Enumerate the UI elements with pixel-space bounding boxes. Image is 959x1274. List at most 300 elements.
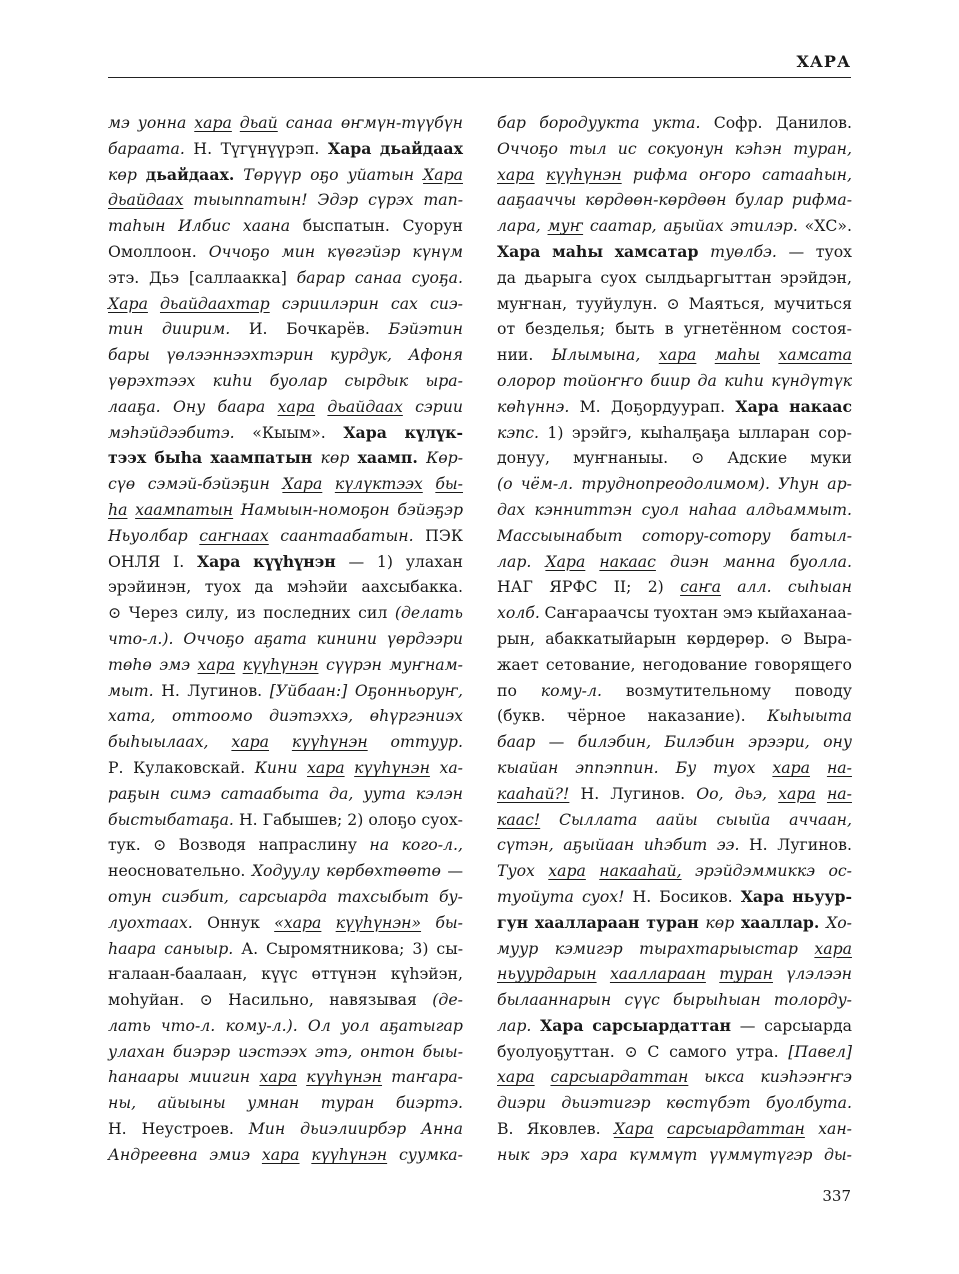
word: бараата. <box>108 138 185 158</box>
word: олоҕо <box>368 809 417 829</box>
word: үүммүтүгэр <box>708 1144 813 1164</box>
word: мыт. <box>108 680 154 700</box>
word: Афоня <box>408 345 463 365</box>
word: нии. <box>497 345 534 365</box>
word: баар <box>497 732 536 752</box>
word: улахан <box>108 1041 165 1061</box>
word: тыыппатын! <box>193 190 308 210</box>
word: этэ, <box>314 1041 353 1061</box>
word: буолуоҕуттан. <box>497 1041 615 1061</box>
word: наказание). <box>647 706 746 726</box>
word: бар <box>497 113 526 132</box>
word: Данилов. <box>775 113 852 132</box>
left-column-line <box>108 807 463 833</box>
word: ҥалаан-баалаан, <box>108 964 248 984</box>
word: рифма <box>632 164 688 184</box>
word: Н. <box>193 138 213 158</box>
word: ⊙ <box>153 835 167 855</box>
running-head: ХАРА <box>796 52 851 71</box>
left-column-line <box>108 858 463 884</box>
word: алл. <box>737 577 772 597</box>
word: — <box>348 551 365 571</box>
word: Мин <box>248 1119 286 1139</box>
right-column-line <box>497 626 852 652</box>
word: туох <box>713 757 756 777</box>
word: булар <box>735 190 784 210</box>
word: эрэ <box>541 1144 569 1164</box>
word: Ньуолбар <box>108 525 188 545</box>
word: былааннарын <box>497 990 612 1010</box>
word: дьайдаахтар <box>159 293 270 313</box>
word: ньуурдарын <box>497 964 597 984</box>
word: состоя- <box>791 319 852 339</box>
word: раҕын <box>108 783 161 803</box>
left-column-line <box>108 265 463 291</box>
word: рын, <box>497 628 535 648</box>
word: өҥмүн-түүбүн <box>340 113 463 132</box>
word: иэстээх <box>238 1041 308 1061</box>
word: Кулаковскай. <box>133 757 246 777</box>
word: Сыллата <box>558 809 638 829</box>
word: симэ <box>170 783 211 803</box>
word: онтон <box>360 1041 415 1061</box>
word: ⊙ <box>108 603 122 623</box>
word: хамсата <box>778 345 852 365</box>
word: һаара <box>108 938 157 958</box>
right-column-line <box>497 420 852 446</box>
left-column-line <box>108 342 463 368</box>
word: күүс <box>261 964 298 984</box>
word: Хара <box>497 241 541 261</box>
right-column-line <box>497 936 852 962</box>
word: көр <box>108 164 137 184</box>
word: туойута <box>497 886 574 906</box>
word: аҕатыгар <box>379 1015 463 1035</box>
word: труднопреодолимом). <box>581 474 770 494</box>
page-number: 337 <box>822 1187 851 1205</box>
word: тууйулун. <box>576 293 658 313</box>
word: сотору-сотору <box>641 525 771 545</box>
word: лар. <box>497 1015 532 1035</box>
word: хара <box>814 938 852 958</box>
word: хаампатын <box>135 499 234 519</box>
word: отун <box>108 886 152 906</box>
word: Төрүүр <box>243 164 302 184</box>
left-column-line <box>108 239 463 265</box>
word: негодование <box>642 654 748 674</box>
word: сэрии <box>415 396 463 416</box>
word: сор- <box>818 422 852 442</box>
word: Н. <box>749 835 768 855</box>
word: сүө <box>108 474 136 494</box>
right-column-line <box>497 1039 852 1065</box>
left-column-line <box>108 832 463 858</box>
word: мэһэйдээбитэ. <box>108 422 235 442</box>
word: күүһүнэн <box>354 757 430 777</box>
word: кэнниттэн <box>534 499 633 519</box>
left-column-line <box>108 471 463 497</box>
word: Хара <box>423 164 463 184</box>
left-column-line <box>108 316 463 342</box>
right-column-line <box>497 523 852 549</box>
word: эрэйдэммиккэ <box>694 861 816 881</box>
word: сы- <box>436 938 463 958</box>
word: силу, <box>185 603 230 623</box>
word: донуу, <box>497 448 551 468</box>
word: Хара <box>735 396 779 416</box>
word: ⊙ <box>691 448 705 468</box>
word: диирим. <box>161 319 231 339</box>
word: [саллаакка] <box>188 267 287 287</box>
word: моһуйан. <box>108 990 185 1010</box>
word: Ылымына, <box>551 345 641 365</box>
word: I. <box>173 551 185 571</box>
word: да <box>697 370 717 390</box>
word: киһи <box>724 370 764 390</box>
word: от <box>497 319 516 339</box>
word: дьарыга <box>524 267 592 287</box>
word: — <box>788 241 805 261</box>
word: Андреевна <box>108 1144 198 1164</box>
word: мин <box>281 241 316 261</box>
word: хара <box>772 757 810 777</box>
word: эмиэ <box>209 1144 251 1164</box>
word: курдук, <box>330 345 393 365</box>
word: ону <box>823 732 852 752</box>
word: хара <box>658 345 697 365</box>
word: туран, <box>793 138 852 158</box>
left-column-line <box>108 1013 463 1039</box>
word: Бу <box>675 757 697 777</box>
word: сыыйа <box>716 809 771 829</box>
right-column-line <box>497 652 852 678</box>
word: күһэйэн, <box>390 964 463 984</box>
word: Илбис <box>178 216 231 236</box>
word: сарсыардаттан <box>592 1015 732 1035</box>
left-column-line <box>108 755 463 781</box>
word: биир <box>650 370 691 390</box>
right-column-line <box>497 394 852 420</box>
word: сыһыан <box>787 577 852 597</box>
word: хаампатын <box>210 448 313 468</box>
word: күүһүнэн <box>242 654 319 674</box>
word: хара <box>277 396 316 416</box>
word: на- <box>826 757 852 777</box>
word: күүһүнэн» <box>335 912 422 932</box>
word: күлүктээх <box>334 474 423 494</box>
word: Бэйэтин <box>388 319 463 339</box>
word: кинини <box>316 628 377 648</box>
word: сарсыардаттан <box>550 1067 689 1087</box>
word: билэбин, <box>577 732 652 752</box>
word: суох- <box>421 809 463 829</box>
right-column-line <box>497 187 852 213</box>
word: дьай <box>239 113 278 132</box>
word: һанаары <box>108 1067 180 1087</box>
word: из <box>236 603 256 623</box>
word: диэри <box>497 1093 546 1113</box>
word: тахсыбыт <box>337 886 430 906</box>
word: ар- <box>827 474 852 494</box>
word: үөрэхтээх <box>108 370 196 390</box>
word: НАГ <box>497 577 533 597</box>
word: сэриилэрин <box>281 293 379 313</box>
word: бэйэҕэр <box>397 499 463 519</box>
word: 1) <box>547 422 564 442</box>
word: сиэ- <box>429 293 463 313</box>
right-column-line <box>497 162 852 188</box>
word: на <box>369 835 390 855</box>
word: чёрное <box>566 706 626 726</box>
word: туран <box>320 1093 375 1113</box>
word: Хара <box>613 1119 654 1139</box>
word: көрбөхтөөтө <box>326 861 441 881</box>
word: барар <box>296 267 345 287</box>
word: ⊙ <box>199 990 213 1010</box>
word: киһи <box>212 370 253 390</box>
word: эрэйгэ, <box>571 422 632 442</box>
word: абаккатыйарын <box>545 628 677 648</box>
word: ыкса <box>704 1067 745 1087</box>
word: ⊙ <box>624 1041 638 1061</box>
word: саныыр. <box>164 938 234 958</box>
word: аҕыйах <box>663 216 724 236</box>
left-column-line <box>108 600 463 626</box>
word: [Уйбаан:] <box>269 680 348 700</box>
right-column-line <box>497 987 852 1013</box>
word: Ону <box>172 396 206 416</box>
word: Неустроев. <box>141 1119 234 1139</box>
word: «хара <box>274 912 322 932</box>
word: Возводя <box>178 835 247 855</box>
word: суох! <box>581 886 625 906</box>
right-column-line <box>497 342 852 368</box>
word: эрээри, <box>748 732 810 752</box>
left-column-line <box>108 1090 463 1116</box>
word: Хо- <box>826 912 852 932</box>
word: Босиков. <box>659 886 733 906</box>
word: дьайдаах <box>379 138 463 158</box>
word: Маяться, <box>688 293 765 313</box>
word: маһы <box>714 345 760 365</box>
word: көстүбэт <box>665 1093 751 1113</box>
word: уонна <box>137 113 187 132</box>
word: возмутительному <box>625 680 772 700</box>
left-column-line <box>108 420 463 446</box>
word: дьэ, <box>734 783 767 803</box>
word: диэн <box>669 551 710 571</box>
word: өһүргэниэх <box>369 706 463 726</box>
word: навязывая <box>329 990 417 1010</box>
word: күүһүнэн <box>311 1144 388 1164</box>
left-column-line <box>108 445 463 471</box>
word: умнан <box>247 1093 300 1113</box>
word: ОНЛЯ <box>108 551 161 571</box>
word: тырахтарыыстар <box>639 938 798 958</box>
word: Н. <box>632 886 652 906</box>
word: кэлэн <box>415 783 463 803</box>
word: бы- <box>435 474 463 494</box>
word: ньуур- <box>792 886 852 906</box>
word: таҥара- <box>391 1067 463 1087</box>
right-column-line <box>497 910 852 936</box>
word: 2) <box>647 577 664 597</box>
word: уйатын <box>347 164 415 184</box>
right-column-line <box>497 239 852 265</box>
word: муур <box>497 938 539 958</box>
word: дьиэтигэр <box>561 1093 651 1113</box>
word: биэртэ. <box>395 1093 463 1113</box>
word: тойоҥҥо <box>562 370 643 390</box>
word: дьиэлиирбэр <box>300 1119 407 1139</box>
word: быспатын. <box>302 216 390 236</box>
word: Ходуулу <box>251 861 320 881</box>
word: сил <box>358 603 388 623</box>
word: укта. <box>652 113 701 132</box>
word: ды- <box>823 1144 852 1164</box>
word: күүһүнэн <box>545 164 622 184</box>
word: гун <box>497 912 529 932</box>
right-column-line <box>497 1090 852 1116</box>
word: сатаабыта <box>220 783 320 803</box>
right-column-line <box>497 291 852 317</box>
word: муҥнам- <box>389 654 463 674</box>
word: мучиться <box>773 293 852 313</box>
word: муҥнаныы. <box>573 448 669 468</box>
word: да <box>497 267 517 287</box>
word: ыра- <box>425 370 463 390</box>
word: дьайдаах <box>327 396 403 416</box>
word: алдьаммыт. <box>746 499 852 519</box>
word: хара <box>307 757 345 777</box>
word: сырдык <box>344 370 409 390</box>
right-column-line <box>497 445 852 471</box>
word: маһы <box>552 241 604 261</box>
left-column-line <box>108 497 463 523</box>
right-column-line <box>497 136 852 162</box>
word: Доҕордуурап. <box>610 396 726 416</box>
word: лара, <box>497 216 541 236</box>
right-column-line <box>497 1064 852 1090</box>
word: [Павел] <box>788 1041 852 1061</box>
word: сокуонун <box>647 138 724 158</box>
word: кэпс. <box>497 422 540 442</box>
word: в <box>664 319 674 339</box>
word: 1) <box>376 551 393 571</box>
word: хамсатар <box>614 241 699 261</box>
word: көрдөөн-көрдөөн <box>585 190 727 210</box>
word: аайы <box>656 809 698 829</box>
right-column-line <box>497 807 852 833</box>
word: «ХС». <box>804 216 852 236</box>
word: тук. <box>108 835 141 855</box>
word: хааллар. <box>740 912 820 932</box>
word: 2) <box>347 809 364 829</box>
word: кого-л., <box>401 835 463 855</box>
right-column-line <box>497 832 852 858</box>
word: Софр. <box>713 113 763 132</box>
right-column-line <box>497 1013 852 1039</box>
left-column <box>108 110 463 1168</box>
word: Хара <box>196 551 241 571</box>
word: сэмэй-бэйэҕин <box>147 474 270 494</box>
word: Сыромятникова; <box>266 938 405 958</box>
word: тыл <box>569 138 607 158</box>
word: Дьэ <box>149 267 180 287</box>
left-column-line <box>108 987 463 1013</box>
left-column-line <box>108 136 463 162</box>
word: хан- <box>818 1119 852 1139</box>
word: Туох <box>497 861 535 881</box>
word: хаана <box>242 216 291 236</box>
left-column-line <box>108 213 463 239</box>
word: туран <box>646 912 699 932</box>
left-column-line <box>108 574 463 600</box>
word: хара <box>497 1067 535 1087</box>
word: И. <box>248 319 268 339</box>
word: суол <box>641 499 679 519</box>
word: айыыны <box>157 1093 226 1113</box>
word: Хара <box>545 551 586 571</box>
left-column-line <box>108 781 463 807</box>
word: оттоомо <box>171 706 253 726</box>
word: муки <box>810 448 852 468</box>
word: Ол <box>307 1015 331 1035</box>
word: (делать <box>394 603 463 623</box>
word: Н. <box>108 1119 127 1139</box>
word: Хара <box>540 1015 584 1035</box>
word: бары <box>108 345 150 365</box>
right-column-line <box>497 1142 852 1168</box>
word: киэһээҥҥэ <box>760 1067 852 1087</box>
word: 3) <box>412 938 429 958</box>
word: быһа <box>154 448 203 468</box>
word: хара <box>548 861 586 881</box>
word: лар. <box>497 551 532 571</box>
word: саатар, <box>589 216 657 236</box>
word: күүһүнэн <box>291 732 368 752</box>
word: Бочкарёв. <box>286 319 370 339</box>
word: аахсыбакка. <box>361 577 463 597</box>
word: үөрдээри <box>386 628 463 648</box>
word: кэмигэр <box>554 938 623 958</box>
word: кааһай?! <box>497 783 570 803</box>
word: күлүк- <box>404 422 463 442</box>
word: ылларан <box>738 422 811 442</box>
word: Оччоҕо <box>208 241 270 261</box>
word: туөлбэ. <box>710 241 777 261</box>
word: өттүнэн <box>311 964 377 984</box>
right-column-line <box>497 549 852 575</box>
word: Габышев; <box>262 809 343 829</box>
left-column-line <box>108 187 463 213</box>
word: Хара <box>327 138 372 158</box>
word: каас! <box>497 809 541 829</box>
word: рифма- <box>791 190 852 210</box>
right-column-line <box>497 471 852 497</box>
word: чём-л. <box>520 474 574 494</box>
word: кыйаханаа- <box>757 603 852 623</box>
word: суоҕа. <box>411 267 463 287</box>
word: нык <box>497 1144 530 1164</box>
left-column-line <box>108 1039 463 1065</box>
left-column-line <box>108 291 463 317</box>
word: хата, <box>108 706 156 726</box>
word: бырыһыан <box>672 990 761 1010</box>
word: утра. <box>736 1041 779 1061</box>
word: ны, <box>108 1093 137 1113</box>
word: быһыылаах, <box>108 732 209 752</box>
